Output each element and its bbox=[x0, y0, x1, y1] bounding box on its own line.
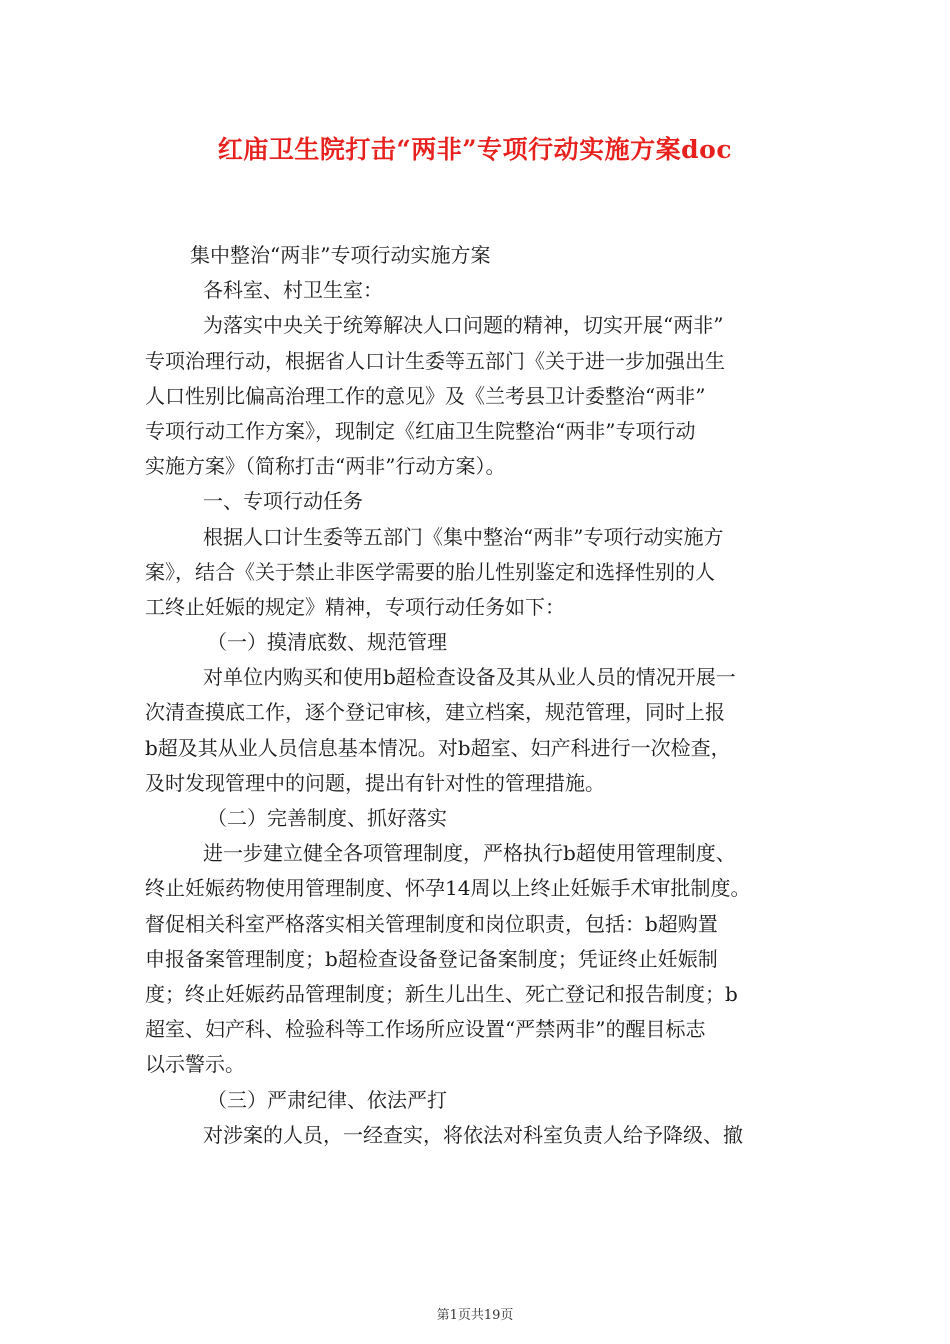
body-text-line: 进一步建立健全各项管理制度，严格执行b超使用管理制度、 bbox=[203, 841, 736, 866]
body-text-line: 次清查摸底工作，逐个登记审核，建立档案，规范管理，同时上报 bbox=[145, 700, 725, 725]
body-text-line: （三）严肃纪律、依法严打 bbox=[207, 1087, 447, 1112]
body-text-line: 各科室、村卫生室： bbox=[203, 278, 383, 303]
body-text-line: 专项行动工作方案》，现制定《红庙卫生院整治“两非”专项行动 bbox=[145, 418, 696, 443]
body-text-line: 实施方案》（简称打击“两非”行动方案）。 bbox=[145, 454, 506, 479]
body-text-line: 督促相关科室严格落实相关管理制度和岗位职责，包括：b超购置 bbox=[145, 911, 718, 936]
body-text-line: 人口性别比偏高治理工作的意见》及《兰考县卫计委整治“两非” bbox=[145, 383, 706, 408]
document-body bbox=[145, 238, 807, 1153]
body-text-line: 终止妊娠药物使用管理制度、怀孕14周以上终止妊娠手术审批制度。 bbox=[145, 876, 751, 901]
body-text-line: 为落实中央关于统筹解决人口问题的精神，切实开展“两非” bbox=[203, 313, 724, 338]
body-text-line: 根据人口计生委等五部门《集中整治“两非”专项行动实施方 bbox=[203, 524, 724, 549]
body-text-line: 及时发现管理中的问题，提出有针对性的管理措施。 bbox=[145, 770, 605, 795]
body-text-line: 对涉案的人员，一经查实，将依法对科室负责人给予降级、撤 bbox=[203, 1122, 743, 1147]
document-title: 红庙卫生院打击“两非”专项行动实施方案doc bbox=[217, 135, 733, 164]
body-text-line: 集中整治“两非”专项行动实施方案 bbox=[190, 243, 491, 267]
body-text-line: 对单位内购买和使用b超检查设备及其从业人员的情况开展一 bbox=[203, 665, 736, 690]
body-text-line: 专项治理行动，根据省人口计生委等五部门《关于进一步加强出生 bbox=[145, 348, 725, 373]
body-text-line: 申报备案管理制度；b超检查设备登记备案制度；凭证终止妊娠制 bbox=[145, 946, 718, 971]
body-text-line: 案》，结合《关于禁止非医学需要的胎儿性别鉴定和选择性别的人 bbox=[145, 559, 715, 584]
body-text-line: b超及其从业人员信息基本情况。对b超室、妇产科进行一次检查， bbox=[145, 735, 731, 760]
body-text-line: （一）摸清底数、规范管理 bbox=[207, 630, 447, 655]
body-text-line: 以示警示。 bbox=[145, 1052, 245, 1077]
body-text-line: 超室、妇产科、检验科等工作场所应设置“严禁两非”的醒目标志 bbox=[145, 1017, 706, 1042]
page-number-footer: 第1页共19页 bbox=[436, 1308, 514, 1323]
body-text-line: 度；终止妊娠药品管理制度；新生儿出生、死亡登记和报告制度；b bbox=[145, 981, 738, 1006]
body-text-line: （二）完善制度、抓好落实 bbox=[207, 806, 447, 830]
body-text-line: 一、专项行动任务 bbox=[203, 489, 363, 514]
body-text-line: 工终止妊娠的规定》精神，专项行动任务如下： bbox=[145, 594, 565, 619]
